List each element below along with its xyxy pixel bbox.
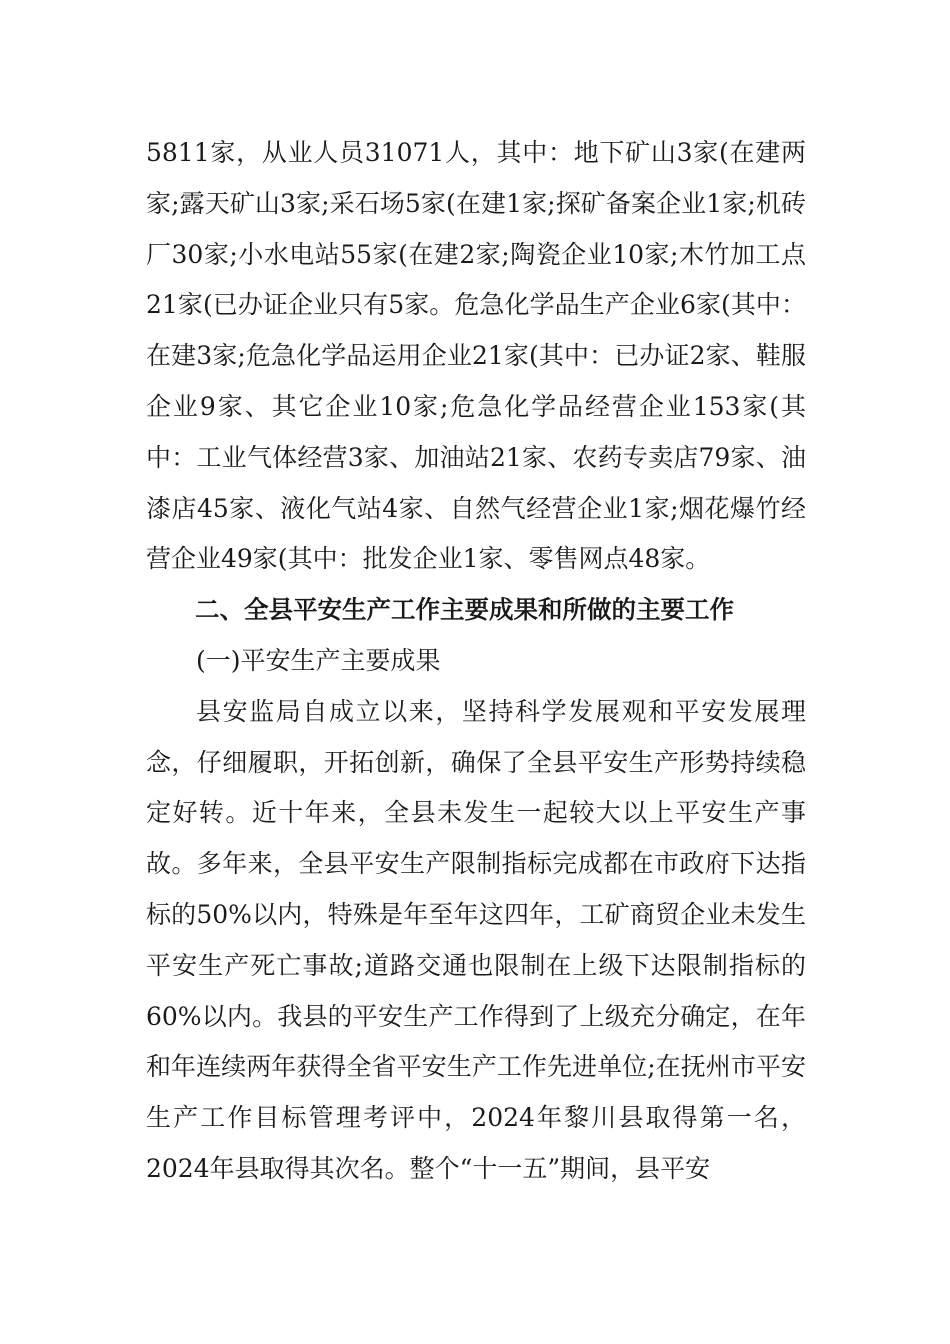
body-paragraph-enterprises: 5811家，从业人员31071人，其中：地下矿山3家(在建两家;露天矿山3家;采石场5家(在建1家;探矿备案企业1家;机砖厂30家;小水电站55家(在建2家;陶瓷企业10家;木竹加工点21家(已办证企业只有5家。危急化学品生产企业6家(其中：在建3家;危急化学品运用企业21家(其中：已办证2家、鞋服企业9家、其它企业10家;危急化学品经营企业153家(其中：工业气体经营3家、加油站21家、农药专卖店79家、油漆店45家、液化气站4家、自然气经营企业1家;烟花爆竹经营企业49家(其中：批发企业1家、零售网点48家。 (146, 138, 806, 574)
section-heading-achievements: 二、全县平安生产工作主要成果和所做的主要工作 (195, 595, 734, 625)
document-page (146, 128, 806, 1195)
body-paragraph-results: 县安监局自成立以来，坚持科学发展观和平安发展理念，仔细履职，开拓创新，确保了全县平安生产形势持续稳定好转。近十年来，全县未发生一起较大以上平安生产事故。多年来，全县平安生产限制指标完成都在市政府下达指标的50%以内，特殊是年至年这四年，工矿商贸企业未发生平安生产死亡事故;道路交通也限制在上级下达限制指标的60%以内。我县的平安生产工作得到了上级充分确定，在年和年连续两年获得全省平安生产工作先进单位;在抚州市平安生产工作目标管理考评中，2024年黎川县取得第一名，2024年县取得其次名。整个“十一五”期间，县平安 (146, 696, 806, 1183)
subsection-heading-results: (一)平安生产主要成果 (196, 645, 441, 675)
